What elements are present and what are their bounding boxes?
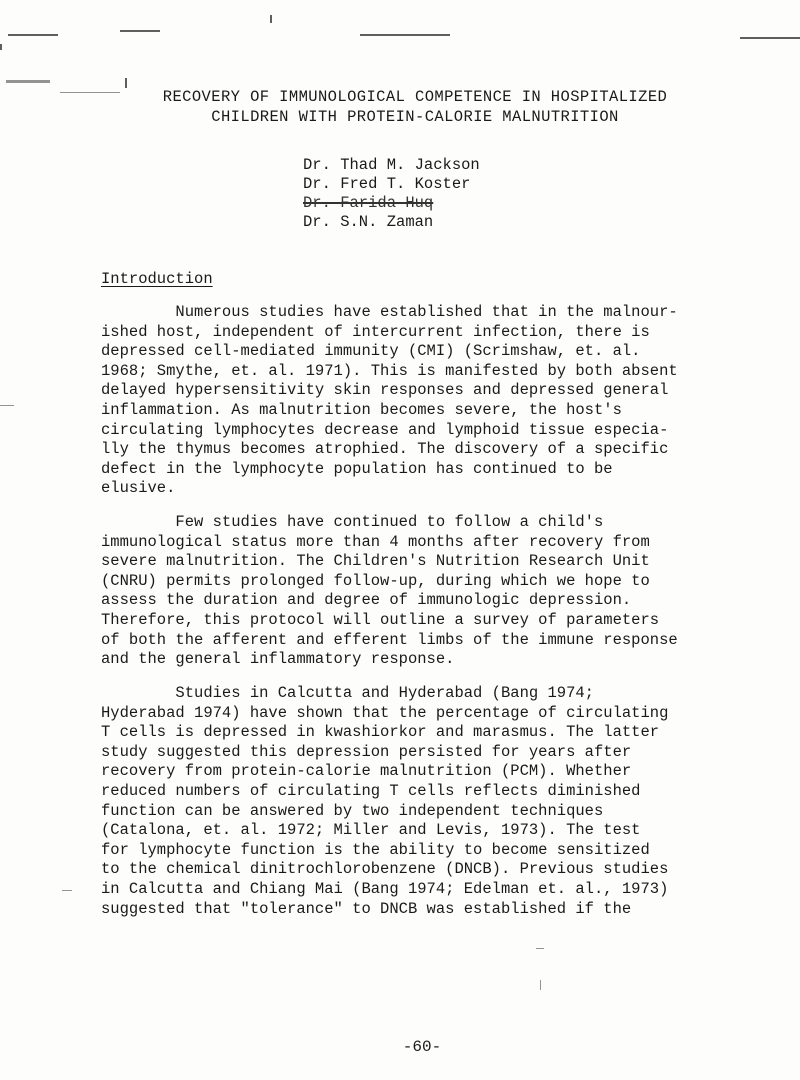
scan-mark	[0, 405, 14, 406]
scan-mark	[120, 30, 160, 32]
body-paragraph: Studies in Calcutta and Hyderabad (Bang 1974; Hyderabad 1974) have shown that the percentage of circulating T cells is depressed in kwashiorkor and marasmus. The latter study suggested this depression persisted for years after recovery from protein-calorie malnutrition (PCM). Whether reduced numbers of circulating T cells reflects diminished function can be answered by two independent techniques (Catalona, et. al. 1972; Miller and Levis, 1973). The test for lymphocyte function is the ability to become sensitized to the chemical dinitrochlorobenzene (DNCB). Previous studies in Calcutta and Chiang Mai (Bang 1974; Edelman et. al., 1973) suggested that "tolerance" to DNCB was established if the	[101, 684, 669, 918]
scan-mark	[62, 890, 72, 891]
scan-mark	[270, 15, 272, 23]
author-name-struck: Dr. Farida Huq	[303, 194, 434, 212]
author-list	[303, 156, 480, 232]
scan-mark	[8, 34, 58, 36]
author-name: Dr. Fred T. Koster	[303, 175, 471, 193]
scan-mark	[540, 980, 541, 990]
scan-mark	[6, 80, 50, 83]
scan-mark	[0, 44, 2, 50]
scan-mark	[360, 34, 450, 36]
body-paragraph: Numerous studies have established that in the malnour- ished host, independent of intercurrent infection, there is depressed cell-mediated immunity (CMI) (Scrimshaw, et. al. 1968; Smythe, et. al. 1971). This is manifested by both absent delayed hypersensitivity skin responses and depressed general inflammation. As malnutrition becomes severe, the host's circulating lymphocytes decrease and lymphoid tissue especia- lly the thymus becomes atrophied. The discovery of a specific defect in the lymphocyte population has continued to be elusive.	[101, 303, 678, 498]
author-name: Dr. S.N. Zaman	[303, 213, 434, 231]
author-name: Dr. Thad M. Jackson	[303, 156, 480, 174]
document-title-line-2: CHILDREN WITH PROTEIN-CALORIE MALNUTRITION	[211, 108, 619, 126]
body-paragraph: Few studies have continued to follow a child's immunological status more than 4 months after recovery from severe malnutrition. The Children's Nutrition Research Unit (CNRU) permits prolonged follow-up, during which we hope to assess the duration and degree of immunologic depression. Therefore, this protocol will outline a survey of parameters of both the afferent and efferent limbs of the immune response and the general inflammatory response.	[101, 513, 678, 669]
section-heading: Introduction	[101, 270, 213, 288]
scan-mark	[740, 37, 800, 39]
page-number: -60-	[402, 1038, 442, 1056]
document-title-line-1: RECOVERY OF IMMUNOLOGICAL COMPETENCE IN HOSPITALIZED	[162, 88, 668, 106]
scan-mark	[536, 948, 544, 949]
